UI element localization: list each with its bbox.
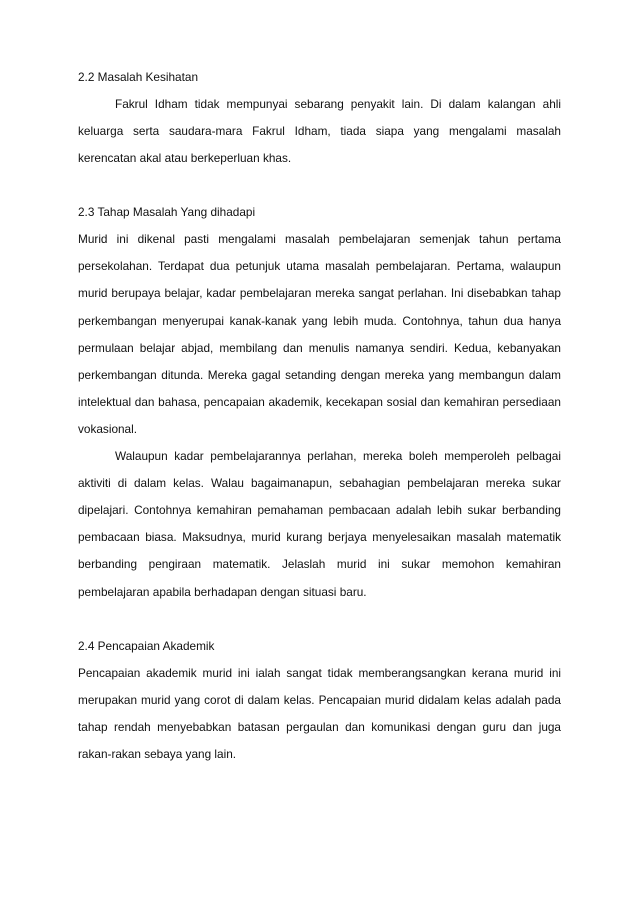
paragraph-tahap-masalah-1: Murid ini dikenal pasti mengalami masalah pembelajaran semenjak tahun pertama persekolahan. Terdapat dua petunjuk utama masalah pembelajaran. Pertama, walaupun murid berupaya belajar, kadar pembelajaran mereka sangat perlahan. Ini disebabkan tahap perkembangan menyerupai kanak-kanak yang lebih muda. Contohnya, tahun dua hanya permulaan belajar abjad, membilang dan menulis namanya sendiri. Kedua, kebanyakan perkembangan ditunda. Mereka gagal setanding dengan mereka yang membangun dalam intelektual dan bahasa, pencapaian akademik, kecekapan sosial dan kemahiran persediaan vokasional. bbox=[78, 232, 561, 436]
section-heading-2-2: 2.2 Masalah Kesihatan bbox=[78, 70, 199, 84]
section-heading-2-3: 2.3 Tahap Masalah Yang dihadapi bbox=[78, 205, 256, 220]
paragraph-kesihatan: Fakrul Idham tidak mempunyai sebarang penyakit lain. Di dalam kalangan ahli keluarga serta saudara-mara Fakrul Idham, tiada siapa yang mengalami masalah kerencatan akal atau berkeperluan khas. bbox=[78, 97, 561, 166]
section-gap bbox=[78, 606, 561, 633]
paragraph-pencapaian-akademik: Pencapaian akademik murid ini ialah sangat tidak memberangsangkan kerana murid ini merupakan murid yang corot di dalam kelas. Pencapaian murid didalam kelas adalah pada tahap rendah menyebabkan batasan pergaulan dan komunikasi dengan guru dan juga rakan-rakan sebaya yang lain. bbox=[78, 665, 561, 761]
paragraph-tahap-masalah-2: Walaupun kadar pembelajarannya perlahan, mereka boleh memperoleh pelbagai aktiviti di dalam kelas. Walau bagaimanapun, sebahagian pembelajaran mereka sukar dipelajari. Contohnya kemahiran pemahaman pembacaan adalah lebih sukar berbanding pembacaan biasa. Maksudnya, murid kurang berjaya menyelesaikan masalah matematik berbanding pengiraan matematik. Jelaslah murid ini sukar memohon kemahiran pembelajaran apabila berhadapan dengan situasi baru. bbox=[78, 449, 561, 599]
section-gap bbox=[78, 172, 561, 199]
page-content bbox=[78, 64, 561, 768]
section-heading-2-4: 2.4 Pencapaian Akademik bbox=[78, 638, 215, 653]
